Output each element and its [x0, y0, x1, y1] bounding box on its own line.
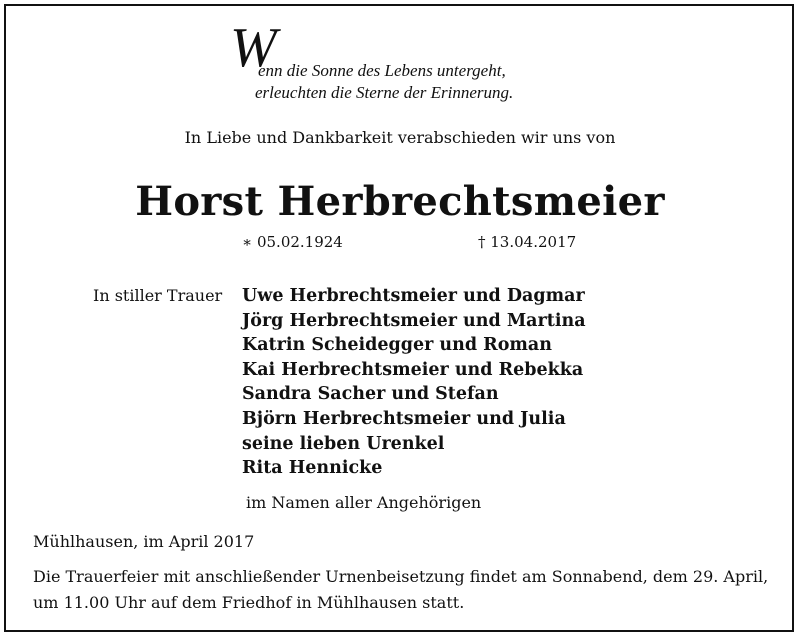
intro-text: In Liebe und Dankbarkeit verabschieden wir uns von [184, 128, 616, 147]
funeral-notice-line-2: um 11.00 Uhr auf dem Friedhof in Mühlhausen statt. [33, 593, 465, 612]
mourners-list [242, 284, 586, 481]
deceased-name: Horst Herbrechtsmeier [135, 178, 665, 225]
death-date: † 13.04.2017 [478, 233, 577, 251]
mourner-item: Jörg Herbrechtsmeier und Martina [242, 310, 586, 331]
motto-line-2: erleuchten die Sterne der Erinnerung. [255, 83, 514, 102]
motto-initial: W [230, 17, 277, 79]
place-date: Mühlhausen, im April 2017 [33, 532, 255, 551]
funeral-notice-line-1: Die Trauerfeier mit anschließender Urnenbeisetzung findet am Sonnabend, dem 29. April, [33, 567, 769, 586]
mourner-item: Uwe Herbrechtsmeier und Dagmar [242, 286, 585, 306]
mourner-item: Rita Hennicke [242, 458, 383, 479]
mourner-item: Sandra Sacher und Stefan [242, 384, 499, 405]
mourning-label: In stiller Trauer [93, 286, 223, 305]
mourner-item: Kai Herbrechtsmeier und Rebekka [242, 359, 584, 380]
birth-date: ∗ 05.02.1924 [242, 233, 343, 251]
behalf-text: im Namen aller Angehörigen [246, 493, 482, 512]
motto-line-1: enn die Sonne des Lebens untergeht, [258, 61, 506, 80]
mourner-item: seine lieben Urenkel [242, 433, 445, 454]
mourner-item: Björn Herbrechtsmeier und Julia [242, 408, 566, 429]
mourner-item: Katrin Scheidegger und Roman [242, 335, 552, 356]
funeral-notice [33, 564, 768, 616]
